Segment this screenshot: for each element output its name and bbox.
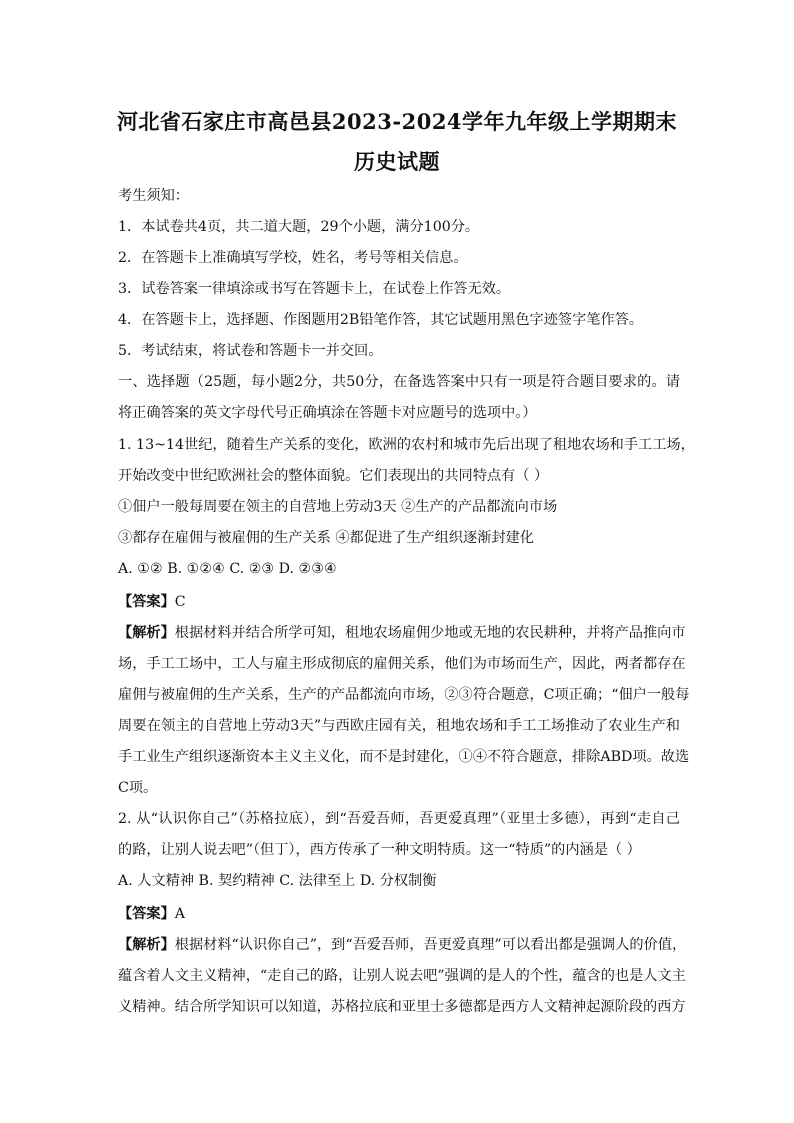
answer-line bbox=[118, 904, 185, 924]
analysis-line: 雇佣与被雇佣的生产关系，生产的产品都流向市场，②③符合题意，C项正确；“佃户一般每 bbox=[118, 687, 690, 703]
question-stem: 的路，让别人说去吧”（但丁），西方传承了一种文明特质。这一“特质”的内涵是（ ） bbox=[118, 842, 641, 858]
question-stem: 2. 从“认识你自己”（苏格拉底），到“吾爱吾师，吾更爱真理”（亚里士多德），再到“走自己 bbox=[118, 811, 680, 827]
exam-subtitle: 历史试题 bbox=[354, 149, 440, 174]
notice-item: 3．试卷答案一律填涂或书写在答题卡上，在试卷上作答无效。 bbox=[118, 281, 511, 297]
question-stem: 开始改变中世纪欧洲社会的整体面貌。它们表现出的共同特点有（ ） bbox=[118, 468, 549, 484]
notice-heading: 考生须知： bbox=[118, 188, 189, 204]
analysis-line: C项。 bbox=[118, 780, 158, 796]
analysis-line: 场，手工工场中，工人与雇主形成彻底的雇佣关系，他们为市场而生产，因此，两者都存在 bbox=[118, 656, 686, 672]
section-header: 一、选择题（25题，每小题2分，共50分，在备选答案中只有一项是符合题目要求的。请 bbox=[118, 374, 680, 390]
analysis-tag: 【解析】 bbox=[118, 937, 175, 953]
question-options: A. ①② B. ①②④ C. ②③ D. ②③④ bbox=[118, 561, 337, 577]
answer-tag: 【答案】 bbox=[118, 594, 175, 610]
notice-item: 4．在答题卡上，选择题、作图题用2B铅笔作答，其它试题用黑色字迹签字笔作答。 bbox=[118, 312, 644, 328]
question-stem: 1. 13~14世纪，随着生产关系的变化，欧洲的农村和城市先后出现了租地农场和手工工场， bbox=[118, 437, 695, 453]
analysis-line: 义精神。结合所学知识可以知道，苏格拉底和亚里士多德都是西方人文精神起源阶段的西方 bbox=[118, 999, 686, 1015]
analysis-text: 根据材料并结合所学可知，租地农场雇佣少地或无地的农民耕种，并将产品推向市 bbox=[174, 625, 686, 641]
analysis-line: 手工业生产组织逐渐资本主义主义化，而不是封建化，①④不符合题意，排除ABD项。故选 bbox=[118, 749, 690, 765]
question-statement: ③都存在雇佣与被雇佣的生产关系 ④都促进了生产组织逐渐封建化 bbox=[118, 530, 534, 546]
question-statement: ①佃户一般每周要在领主的自营地上劳动3天 ②生产的产品都流向市场 bbox=[118, 499, 558, 515]
notice-item: 2．在答题卡上准确填写学校，姓名，考号等相关信息。 bbox=[118, 250, 468, 266]
section-header: 将正确答案的英文字母代号正确填涂在答题卡对应题号的选项中。） bbox=[118, 405, 537, 421]
notice-item: 5．考试结束，将试卷和答题卡一并交回。 bbox=[118, 343, 383, 359]
analysis-line: 蕴含着人文主义精神，“走自己的路，让别人说去吧”强调的是人的个性，蕴含的也是人文主 bbox=[118, 968, 686, 984]
answer-value: C bbox=[174, 594, 186, 610]
notice-item: 1．本试卷共4页，共二道大题，29个小题，满分100分。 bbox=[118, 219, 480, 235]
analysis-tag: 【解析】 bbox=[118, 625, 175, 641]
analysis-line bbox=[118, 935, 687, 955]
analysis-line: 周要在领主的自营地上劳动3天”与西欧庄园有关，租地农场和手工工场推动了农业生产和 bbox=[118, 718, 680, 734]
answer-tag: 【答案】 bbox=[118, 906, 175, 922]
answer-line bbox=[118, 592, 186, 612]
question-options: A. 人文精神 B. 契约精神 C. 法律至上 D. 分权制衡 bbox=[118, 873, 437, 889]
exam-title: 河北省石家庄市高邑县2023-2024学年九年级上学期期末 bbox=[116, 109, 678, 134]
analysis-text: 根据材料“认识你自己”，到“吾爱吾师，吾更爱真理”可以看出都是强调人的价值， bbox=[174, 937, 687, 953]
analysis-line bbox=[118, 623, 686, 643]
answer-value: A bbox=[174, 906, 186, 922]
